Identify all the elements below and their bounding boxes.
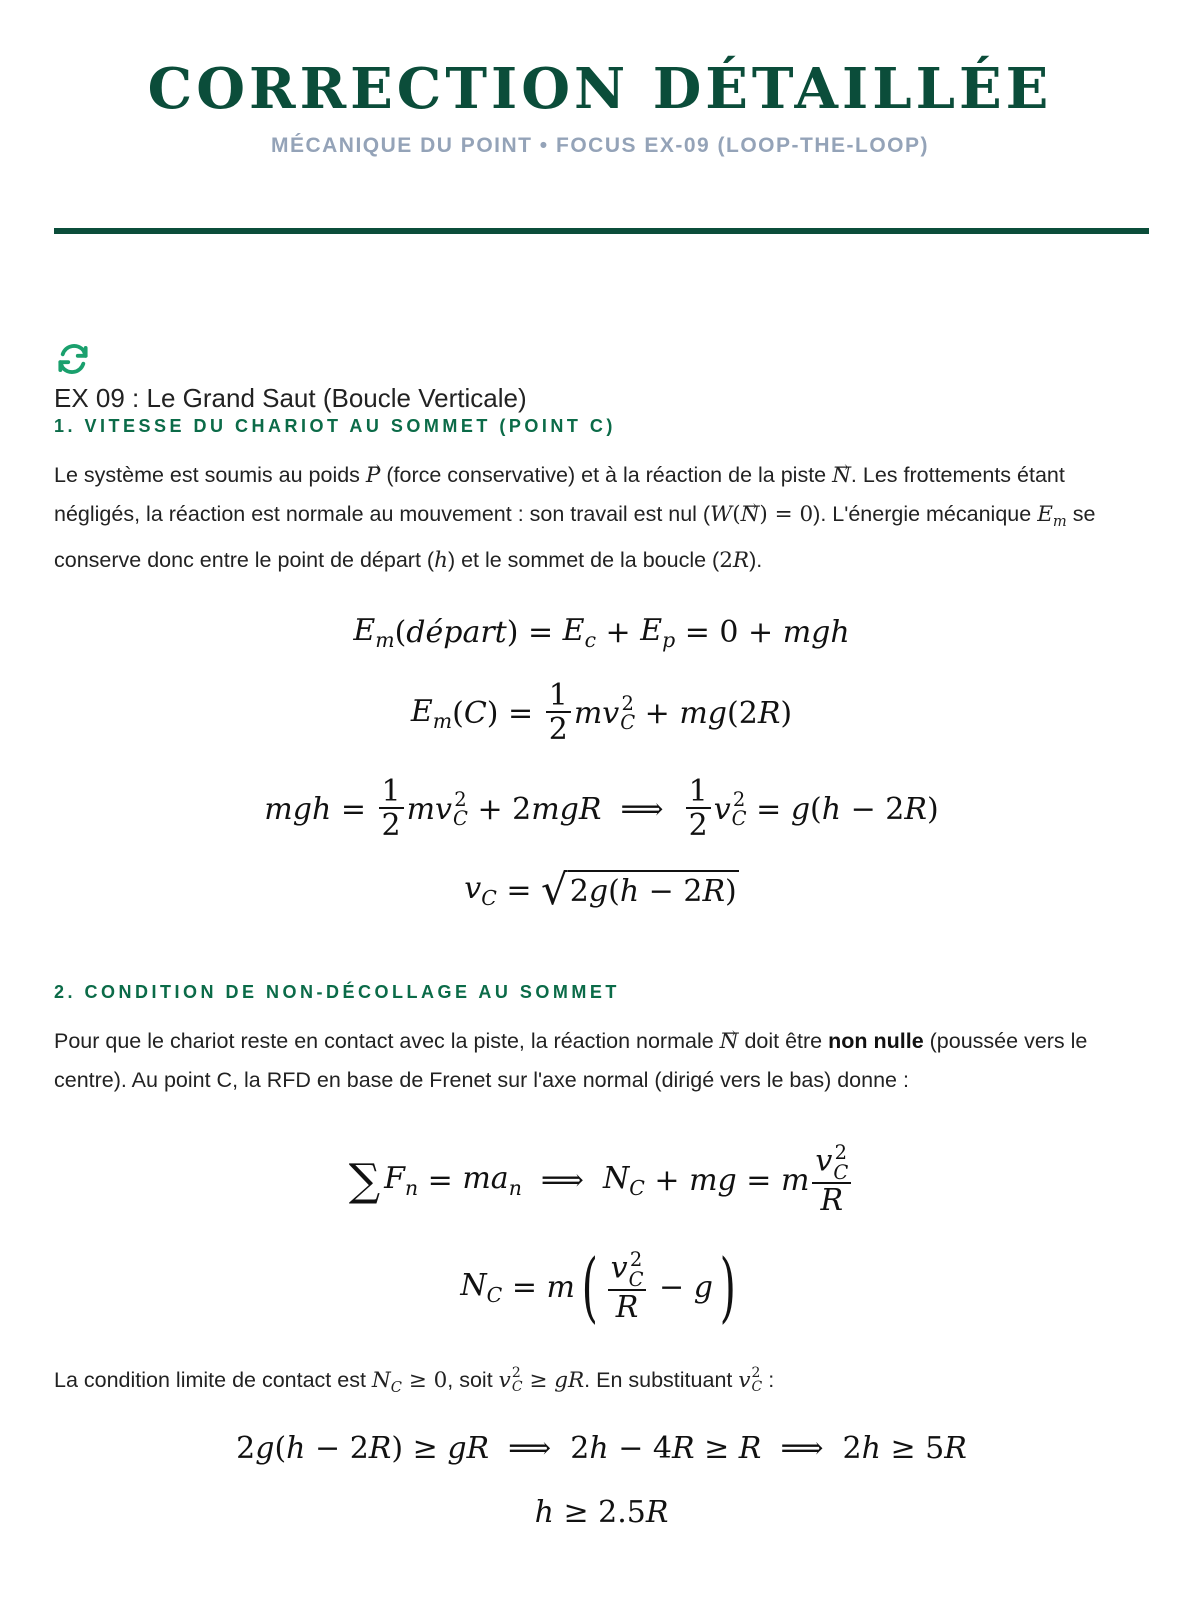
page-title: CORRECTION DÉTAILLÉE [147,56,1053,122]
content [54,340,1149,1537]
equation-energy-start: $E_m$ ( départ ) = $E_c$ + $E_p$ = 0 + mgh [353,612,850,652]
header [0,0,1200,158]
equation-inequality: 2 g ( h − 2 R ) ≥ gR ⟹ 2 h − 4 R ≥ R ⟹ 2 h ≥ 5 R [236,1430,967,1466]
section-2-condition: La condition limite de contact est $N_C \ge 0$, soit v 2 C ≥ gR. En substituant v 2 C : [54,1365,775,1397]
section-2-title: 2. CONDITION DE NON-DÉCOLLAGE AU SOMMET [54,982,620,1003]
page-subtitle: MÉCANIQUE DU POINT • FOCUS EX-09 (LOOP-THE-LOOP) [270,134,930,157]
equation-normal-force: $N_C$ = m ( v 2 C R − g ) [460,1242,736,1332]
refresh-icon [54,340,92,378]
equation-velocity: $v_C$ = √ 2g(h − 2R) [464,865,737,915]
equation-rfd: ∑ $F_n$ = $ma_n$ ⟹ $N_C$ + mg = m v 2 C R [54,1135,1149,1225]
header-divider [54,228,1149,234]
equation-energy-top: $E_m$ ( C ) = $\frac{1}{2}$ mv 2 C + mg (2 R ) [410,677,793,748]
exercise-title: EX 09 : Le Grand Saut (Boucle Verticale) [54,383,527,413]
equation-conservation: mgh = $\frac{1}{2}$ mv 2 C + 2 mgR ⟹ $\frac{1}{2}$ v 2 C = g ( h − 2 R ) [264,773,939,844]
section-2-paragraph: Pour que le chariot reste en contact avec la piste, la réaction normale → N doit être non nulle (poussée vers le centre). Au point C, la RFD en base de Frenet sur l'axe normal (dirigé vers le bas) donne : [54,1022,1149,1099]
equation-result: h ≥ 2.5 R [534,1494,669,1530]
section-1-paragraph: Le système est soumis au poids → P (force conservative) et à la réaction de la piste → N. Les frottements étant négligés, la réaction est normale au mouvement : son travail est nul (W(→ N) = 0). L'énergie mécanique $E_m$ se conserve donc entre le point de départ (h) et le sommet de la boucle (2R). [54,456,1149,580]
section-1-title: 1. VITESSE DU CHARIOT AU SOMMET (POINT C) [54,416,616,436]
